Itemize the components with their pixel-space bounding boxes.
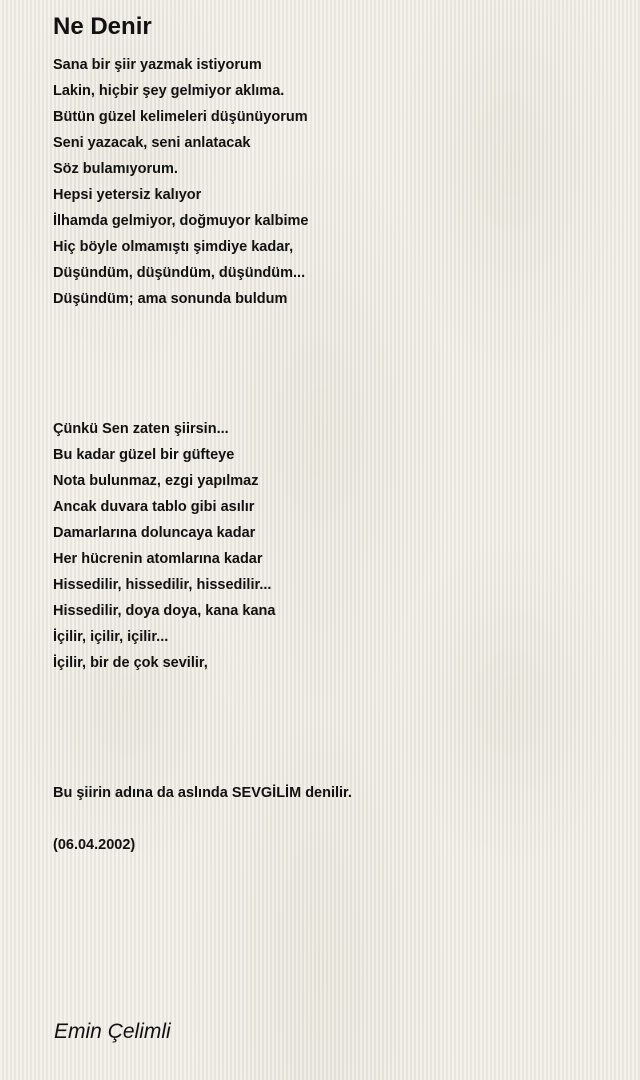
poem-line: Nota bulunmaz, ezgi yapılmaz xyxy=(53,473,259,489)
poem-line: Hiç böyle olmamıştı şimdiye kadar, xyxy=(53,239,294,255)
poem-line: Her hücrenin atomlarına kadar xyxy=(53,551,263,567)
blank-line xyxy=(53,702,613,728)
poem-line: Çünkü Sen zaten şiirsin... xyxy=(53,421,229,437)
blank-line xyxy=(53,338,613,364)
poem-line: Hissedilir, hissedilir, hissedilir... xyxy=(53,577,272,593)
poem-line: Düşündüm, düşündüm, düşündüm... xyxy=(53,265,306,281)
poem-line: Söz bulamıyorum. xyxy=(53,161,178,177)
blank-line xyxy=(53,728,613,754)
poem-line: Bütün güzel kelimeleri düşünüyorum xyxy=(53,109,308,125)
poem-date: (06.04.2002) xyxy=(53,837,136,853)
poem-line: Hissedilir, doya doya, kana kana xyxy=(53,603,276,619)
poem-body xyxy=(53,52,613,858)
blank-line xyxy=(53,364,613,390)
poem-line: Seni yazacak, seni anlatacak xyxy=(53,135,251,151)
poem-line: Ancak duvara tablo gibi asılır xyxy=(53,499,255,515)
closing-line: Bu şiirin adına da aslında SEVGİLİM denilir. xyxy=(53,785,352,801)
poem-line: Bu kadar güzel bir güfteye xyxy=(53,447,235,463)
poem-line: Sana bir şiir yazmak istiyorum xyxy=(53,57,262,73)
poem-line: İçilir, içilir, içilir... xyxy=(53,629,169,645)
blank-line xyxy=(53,754,613,780)
blank-line xyxy=(53,676,613,702)
blank-line xyxy=(53,390,613,416)
blank-line xyxy=(53,806,613,832)
poem-line: İlhamda gelmiyor, doğmuyor kalbime xyxy=(53,213,309,229)
poem-line: Lakin, hiçbir şey gelmiyor aklıma. xyxy=(53,83,285,99)
blank-line xyxy=(53,312,613,338)
poem-line: Düşündüm; ama sonunda buldum xyxy=(53,291,288,307)
poem-title: Ne Denir xyxy=(53,13,152,40)
poem-line: İçilir, bir de çok sevilir, xyxy=(53,655,208,671)
poem-line: Damarlarına doluncaya kadar xyxy=(53,525,256,541)
poem-author: Emin Çelimli xyxy=(54,1020,171,1043)
poem-line: Hepsi yetersiz kalıyor xyxy=(53,187,202,203)
